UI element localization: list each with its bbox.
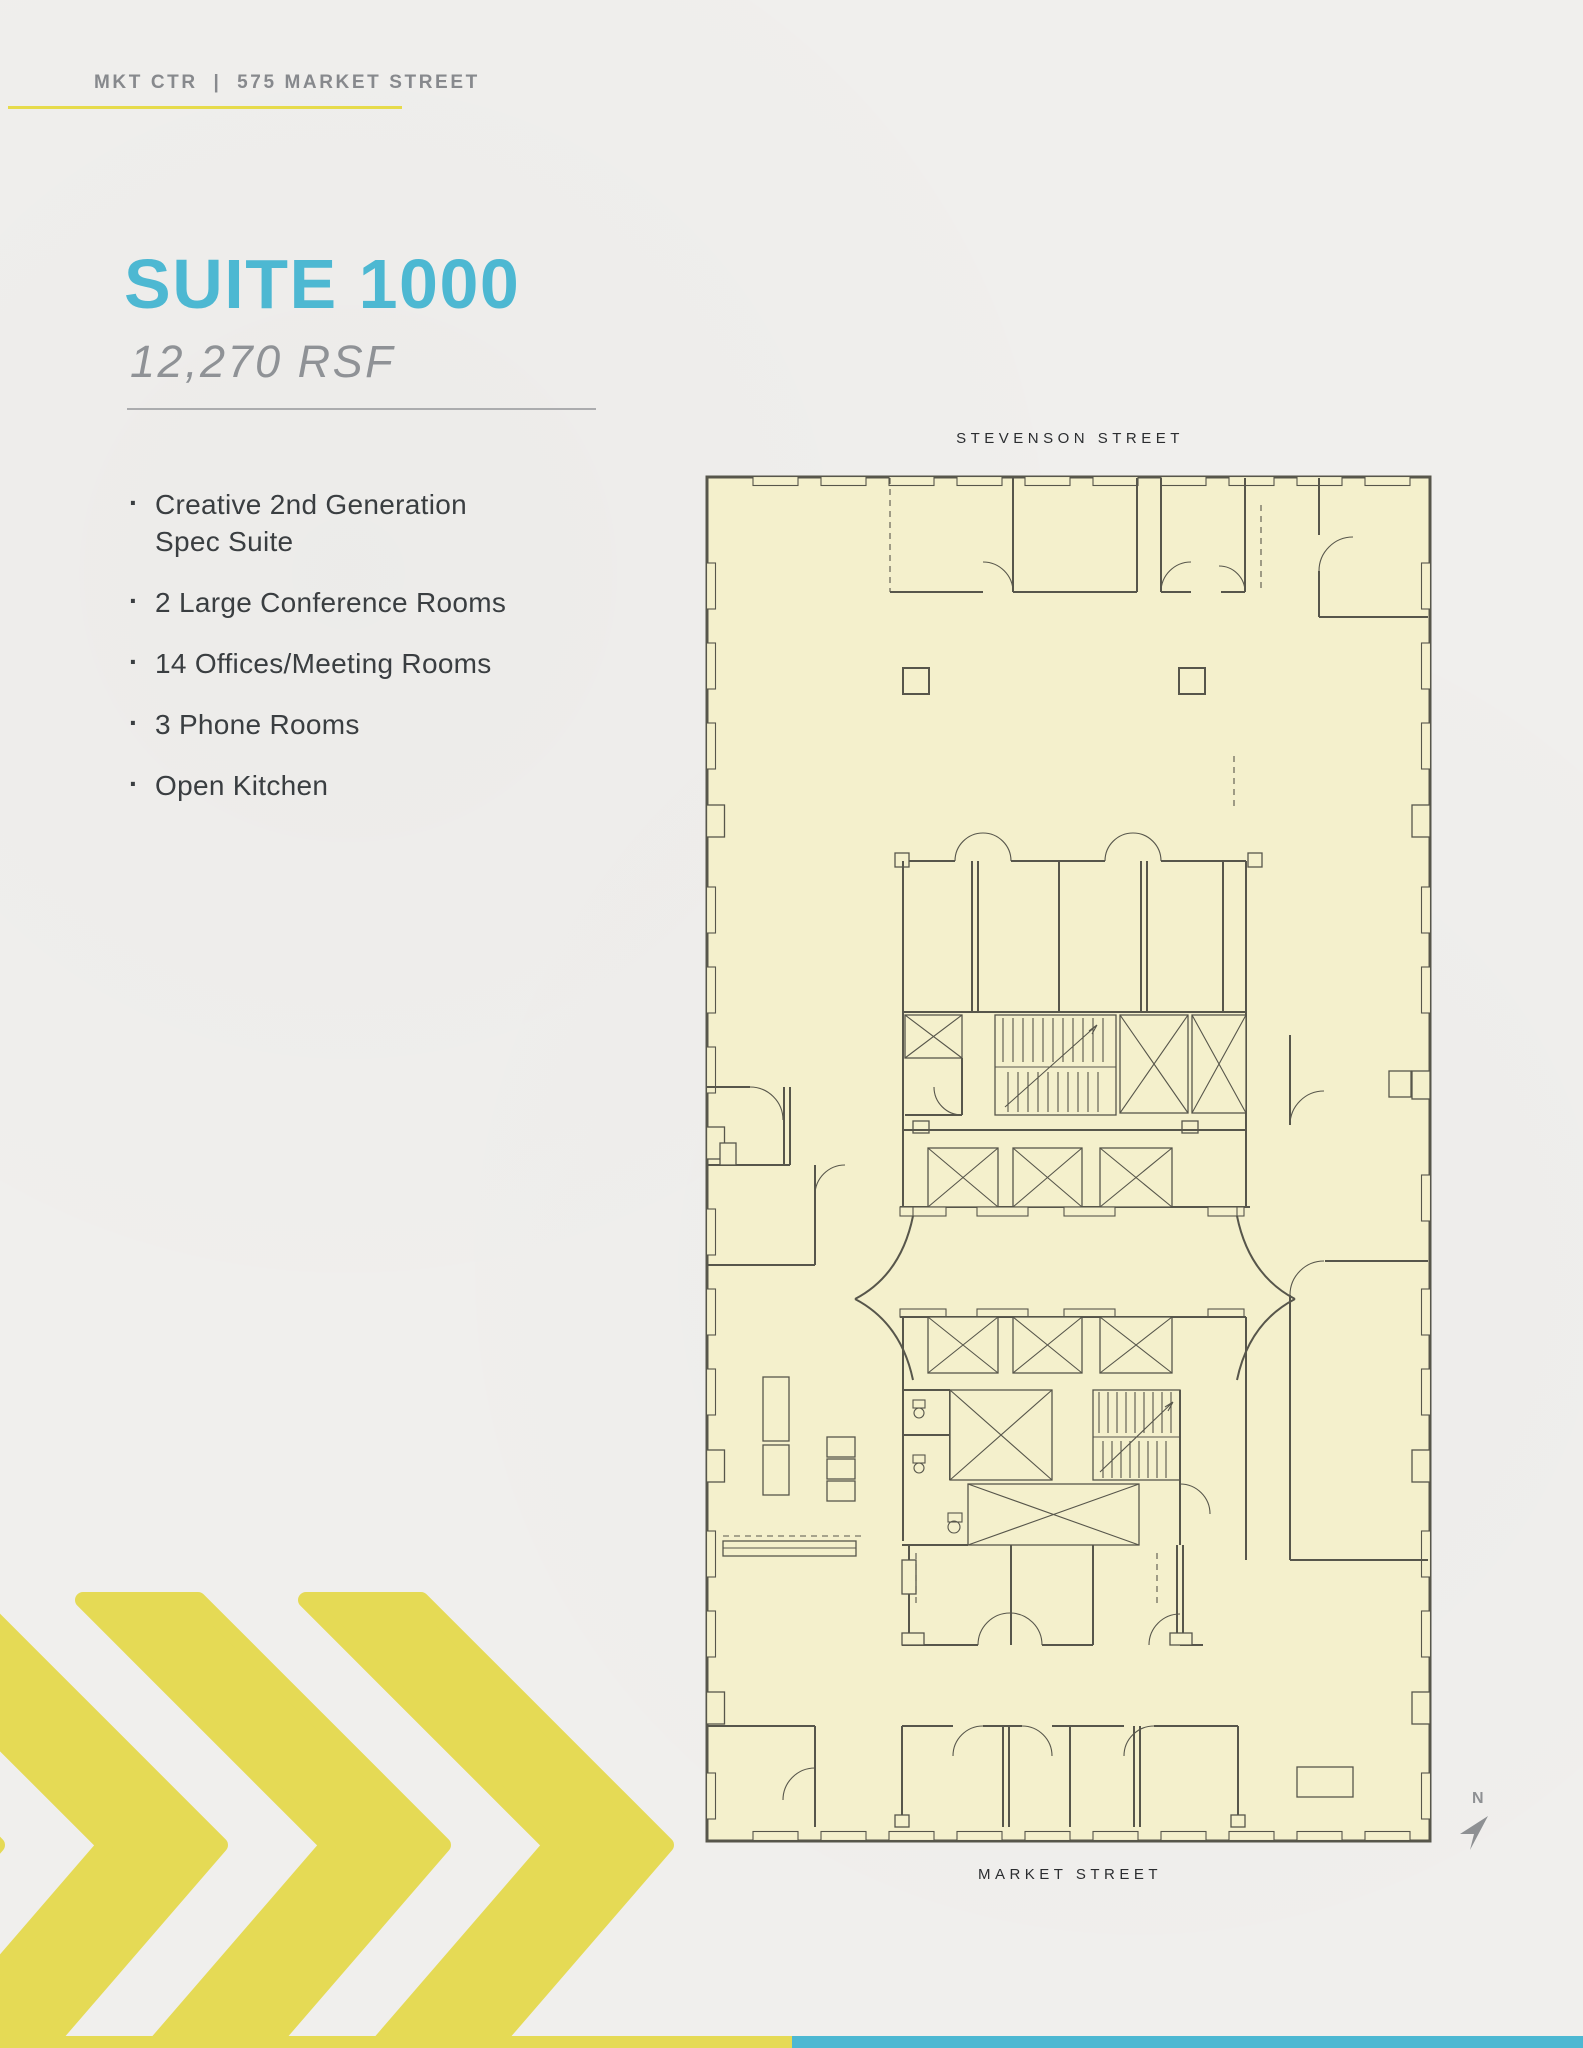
suite-title: SUITE 1000: [124, 245, 521, 323]
feature-item: [127, 486, 531, 560]
footer-stripe-teal: [792, 2036, 1583, 2048]
feature-item: [127, 767, 531, 804]
feature-item: [127, 706, 531, 743]
feature-item: [127, 584, 531, 621]
feature-text: 2 Large Conference Rooms: [155, 587, 507, 618]
north-arrow-icon: [1454, 1810, 1500, 1856]
bullet-icon: ·: [129, 707, 139, 738]
feature-list: [127, 486, 531, 828]
feature-text: Creative 2nd Generation Spec Suite: [155, 489, 467, 557]
compass: [1448, 1790, 1508, 1870]
street-label-bottom: MARKET STREET: [977, 1866, 1163, 1883]
compass-n-label: N: [1472, 1790, 1485, 1807]
bullet-icon: ·: [129, 768, 139, 799]
bullet-icon: ·: [129, 585, 139, 616]
feature-item: [127, 645, 531, 682]
street-label-top: STEVENSON STREET: [956, 430, 1184, 447]
feature-text: 14 Offices/Meeting Rooms: [155, 648, 492, 679]
footer-stripe-yellow: [0, 2036, 792, 2048]
feature-text: 3 Phone Rooms: [155, 709, 360, 740]
chevrons-graphic: [0, 1580, 800, 2048]
bullet-icon: ·: [129, 646, 139, 677]
suite-size: 12,270 RSF: [130, 336, 396, 387]
header-accent-rule: [8, 106, 402, 109]
bullet-icon: ·: [129, 487, 139, 518]
feature-text: Open Kitchen: [155, 770, 329, 801]
title-divider: [127, 408, 596, 410]
floor-plan: [705, 475, 1432, 1843]
header-breadcrumb: MKT CTR | 575 MARKET STREET: [94, 72, 480, 93]
